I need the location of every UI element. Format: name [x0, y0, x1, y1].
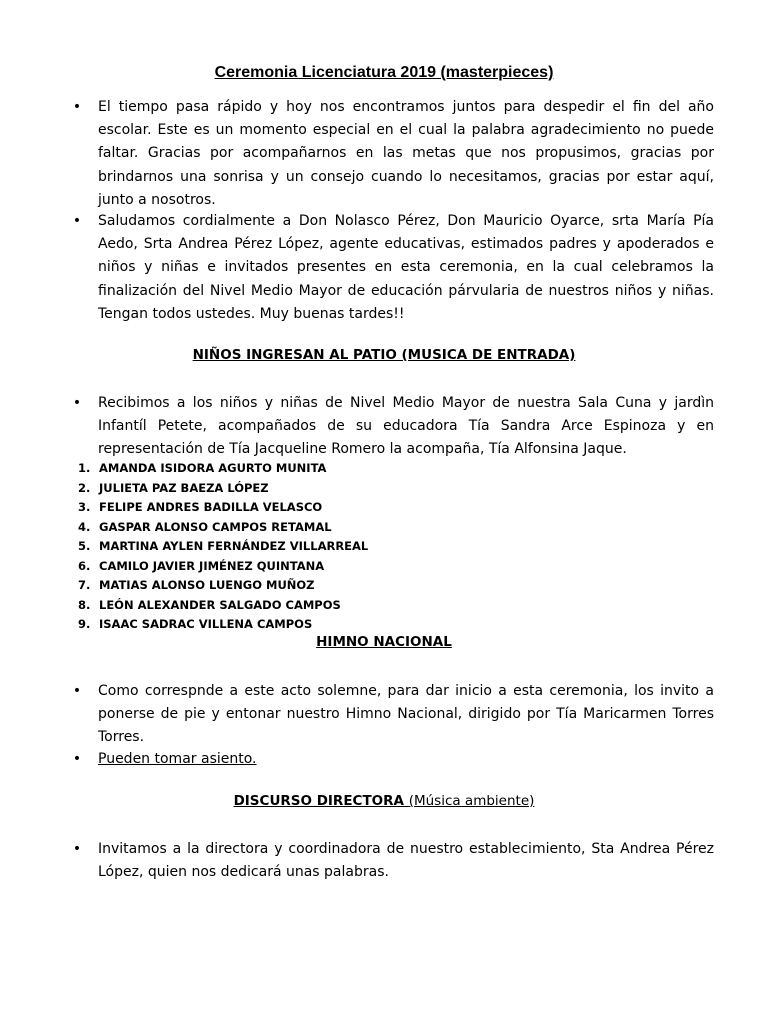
student-name: JULIETA PAZ BAEZA LÓPEZ — [99, 480, 269, 495]
paragraph-text: Saludamos cordialmente a Don Nolasco Pérez, Don Mauricio Oyarce, srta María Pía Aedo, Srta Andrea Pérez López, agente educativas, estimados padres y apoderados e niños y niñas e invitados presentes en esta ceremonia, en la cual celebramos la finalización del Nivel Medio Mayor de educación párvularia de nuestros niños y niñas. Tengan todos ustedes. Muy buenas tardes!! — [98, 213, 714, 322]
list-item — [78, 518, 368, 538]
list-item — [78, 596, 368, 616]
bullet-icon: • — [72, 395, 82, 411]
intro-paragraph-1 — [72, 96, 714, 212]
list-item — [78, 479, 368, 499]
student-name: ISAAC SADRAC VILLENA CAMPOS — [99, 617, 313, 631]
section-heading-speech — [0, 793, 768, 809]
speech-paragraph — [72, 838, 714, 884]
student-name: GASPAR ALONSO CAMPOS RETAMAL — [99, 519, 332, 534]
heading-subtitle: (Música ambiente) — [408, 793, 535, 809]
document-title: Ceremonia Licenciatura 2019 (masterpieces) — [214, 64, 554, 81]
paragraph-text: Pueden tomar asiento. — [98, 751, 257, 767]
bullet-icon: • — [72, 213, 82, 229]
intro-paragraph-2 — [72, 210, 714, 326]
list-number: 7. — [78, 578, 91, 592]
list-item — [78, 498, 368, 518]
bullet-icon: • — [72, 751, 82, 767]
list-item — [78, 576, 368, 596]
bullet-icon: • — [72, 99, 82, 115]
list-number: 5. — [78, 539, 91, 553]
list-number: 9. — [78, 617, 91, 631]
list-number: 3. — [78, 500, 91, 514]
heading-text: HIMNO NACIONAL — [316, 634, 452, 650]
list-item — [78, 557, 368, 577]
heading-text: NIÑOS INGRESAN AL PATIO (MUSICA DE ENTRADA) — [192, 347, 576, 363]
list-item — [78, 459, 368, 479]
list-number: 1. — [78, 461, 91, 475]
paragraph-text: Invitamos a la directora y coordinadora de nuestro establecimiento, Sta Andrea Pérez López, quien nos dedicará unas palabras. — [98, 841, 714, 881]
paragraph-text: Recibimos a los niños y niñas de Nivel Medio Mayor de nuestra Sala Cuna y jardìn Infantíl Petete, acompañados de su educadora Tía Sandra Arce Espinoza y en representación de Tía Jacqueline Romero la acompaña, Tía Alfonsina Jaque. — [98, 395, 714, 458]
student-name: LEÓN ALEXANDER SALGADO CAMPOS — [99, 597, 341, 612]
list-number: 4. — [78, 519, 91, 534]
entrance-paragraph — [72, 392, 714, 462]
bullet-icon: • — [72, 683, 82, 699]
student-name: FELIPE ANDRES BADILLA VELASCO — [99, 500, 323, 514]
bullet-icon: • — [72, 841, 82, 857]
list-item — [78, 615, 368, 635]
student-name: AMANDA ISIDORA AGURTO MUNITA — [99, 461, 327, 475]
paragraph-text: Como correspnde a este acto solemne, para dar inicio a esta ceremonia, los invito a ponerse de pie y entonar nuestro Himno Nacional, dirigido por Tía Maricarmen Torres Torres. — [98, 683, 714, 746]
paragraph-text: El tiempo pasa rápido y hoy nos encontramos juntos para despedir el fin del año escolar. Este es un momento especial en el cual la palabra agradecimiento no puede faltar. Gracias por acompañarnos en las metas que nos propusimos, gracias por brindarnos una sonrisa y un consejo cuando lo necesitamos, gracias por estar aquí, junto a nosotros. — [98, 99, 714, 208]
list-number: 2. — [78, 480, 91, 495]
anthem-seat-paragraph — [72, 748, 714, 771]
heading-text: DISCURSO DIRECTORA — [233, 793, 404, 809]
student-name: MARTINA AYLEN FERNÁNDEZ VILLARREAL — [99, 539, 369, 553]
anthem-paragraph — [72, 680, 714, 750]
student-list — [78, 459, 368, 635]
list-number: 8. — [78, 597, 91, 612]
list-number: 6. — [78, 558, 91, 573]
list-item — [78, 537, 368, 557]
section-heading-entrance — [0, 347, 768, 363]
student-name: CAMILO JAVIER JIMÉNEZ QUINTANA — [99, 558, 325, 573]
student-name: MATIAS ALONSO LUENGO MUÑOZ — [99, 578, 315, 592]
section-heading-anthem — [0, 634, 768, 650]
